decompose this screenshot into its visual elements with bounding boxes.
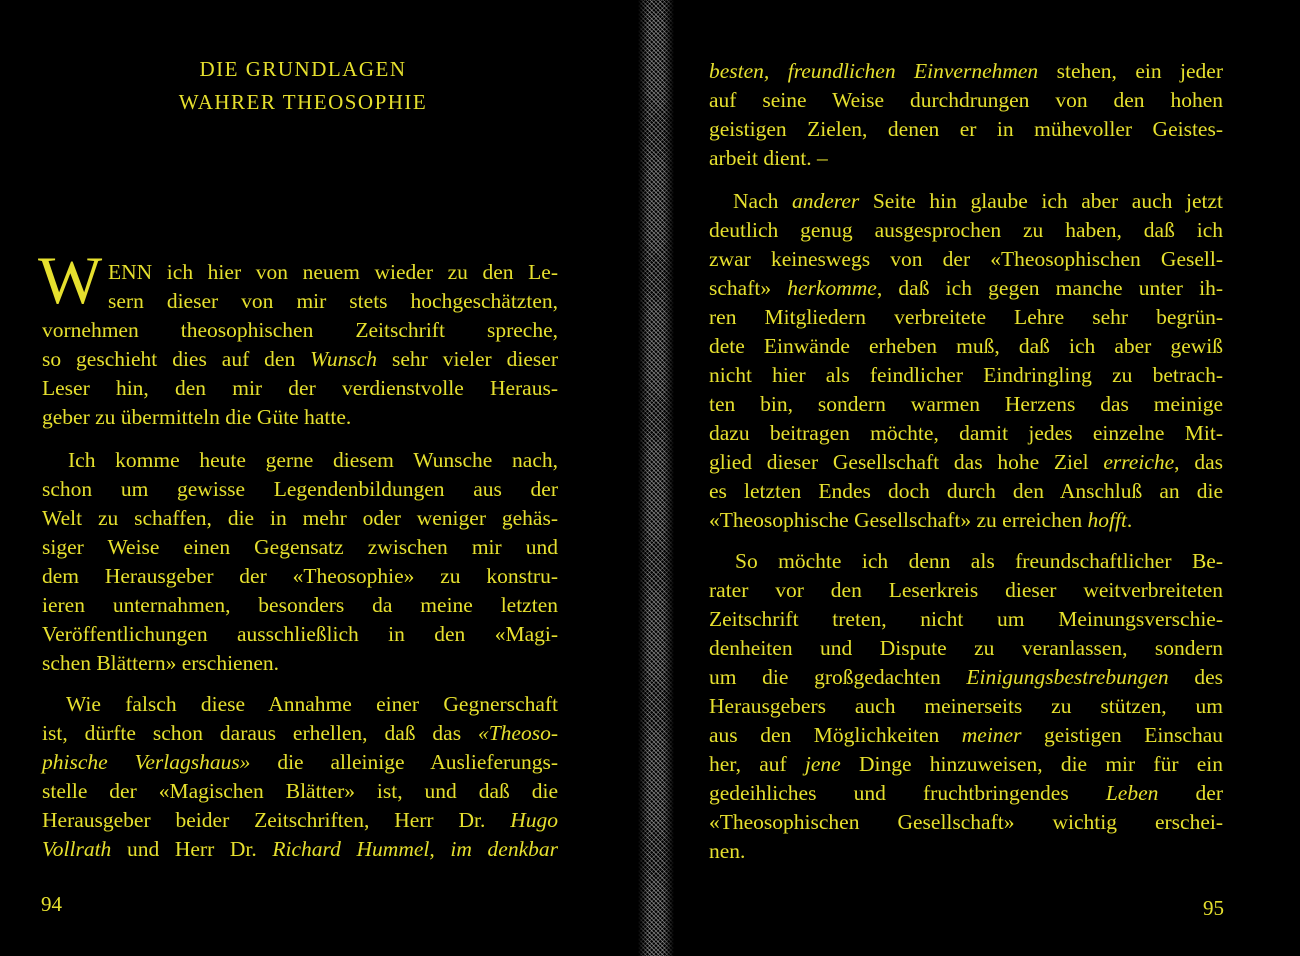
text-line xyxy=(709,86,1223,115)
text-line xyxy=(709,115,1223,144)
text-line xyxy=(42,533,558,562)
text-line xyxy=(66,690,558,719)
text-segment: des xyxy=(1168,665,1223,689)
italic-text: Einigungsbestrebungen xyxy=(966,665,1169,689)
text-segment: so geschieht dies auf den xyxy=(42,347,311,371)
text-segment: ten bin, sondern warmen Herzens das meinige xyxy=(709,392,1223,416)
text-segment: geistigen Einschau xyxy=(1021,723,1224,747)
text-segment: «Theosophische Gesellschaft» zu erreichen xyxy=(709,508,1088,532)
text-line xyxy=(709,506,1223,535)
text-line xyxy=(42,504,558,533)
text-segment: es letzten Endes doch durch den Anschluß an die xyxy=(709,479,1223,503)
italic-text: Wunsch xyxy=(310,347,378,371)
text-line xyxy=(709,216,1223,245)
text-segment: her, auf xyxy=(709,752,805,776)
text-segment: ist, dürfte schon daraus erhellen, daß das xyxy=(42,721,478,745)
text-segment: aus den Möglichkeiten xyxy=(709,723,962,747)
text-line xyxy=(709,361,1223,390)
text-line xyxy=(709,837,1223,866)
text-segment: «Theosophischen Gesellschaft» wichtig erschei- xyxy=(709,810,1223,834)
chapter-title-line-1: DIE GRUNDLAGEN xyxy=(199,57,407,81)
text-segment: ren Mitgliedern verbreitete Lehre sehr begrün- xyxy=(709,305,1223,329)
text-segment: arbeit dient. – xyxy=(709,146,828,170)
text-segment: ieren unternahmen, besonders da meine letzten xyxy=(42,593,558,617)
text-line xyxy=(42,475,558,504)
text-segment: deutlich genug ausgesprochen zu haben, daß ich xyxy=(709,218,1223,242)
text-line xyxy=(709,390,1223,419)
text-segment: auf seine Weise durchdrungen von den hohen xyxy=(709,88,1223,112)
text-line xyxy=(709,57,1223,86)
text-segment: geber zu übermitteln die Güte hatte. xyxy=(42,405,352,429)
chapter-title-line-2: WAHRER THEOSOPHIE xyxy=(178,90,428,114)
text-segment: glied dieser Gesellschaft das hohe Ziel xyxy=(709,450,1104,474)
text-line xyxy=(42,591,558,620)
page-number-right: 95 xyxy=(1203,896,1224,920)
text-line xyxy=(42,345,558,374)
text-segment: , daß ich gegen manche unter ih- xyxy=(876,276,1223,300)
text-segment: geistigen Zielen, denen er in mühevoller Geistes- xyxy=(709,117,1223,141)
text-segment: Dinge hinzuweisen, die mir für ein xyxy=(840,752,1223,776)
text-segment: Nach xyxy=(733,189,792,213)
italic-text: phische Verlagshaus» xyxy=(42,750,251,774)
text-segment: vornehmen theosophischen Zeitschrift spreche, xyxy=(42,318,558,342)
text-line xyxy=(709,419,1223,448)
italic-text: Hugo xyxy=(510,808,558,832)
text-segment: nen. xyxy=(709,839,746,863)
text-line xyxy=(42,835,558,864)
text-line xyxy=(709,274,1223,303)
text-segment: sern dieser von mir stets hochgeschätzten, xyxy=(108,289,558,313)
text-line xyxy=(733,187,1223,216)
text-line xyxy=(709,144,1223,173)
text-line xyxy=(709,605,1223,634)
text-segment: sehr vieler dieser xyxy=(377,347,558,371)
text-segment: , das xyxy=(1174,450,1223,474)
text-segment: Herausgeber beider Zeitschriften, Herr Dr. xyxy=(42,808,511,832)
text-segment: dete Einwände erheben muß, daß ich aber gewiß xyxy=(709,334,1223,358)
text-line xyxy=(709,808,1223,837)
drop-cap: W xyxy=(38,242,103,318)
text-segment: zwar keineswegs von der «Theosophischen Gesell- xyxy=(709,247,1223,271)
text-segment: Seite hin glaube ich aber auch jetzt xyxy=(859,189,1223,213)
text-line xyxy=(709,448,1223,477)
italic-text: jene xyxy=(804,752,841,776)
text-line xyxy=(42,374,558,403)
text-segment: dem Herausgeber der «Theosophie» zu konstru- xyxy=(42,564,558,588)
text-segment: schen Blättern» erschienen. xyxy=(42,651,280,675)
text-segment: So möchte ich denn als freundschaftlicher Be- xyxy=(735,549,1223,573)
italic-text: erreiche xyxy=(1103,450,1175,474)
text-segment: denheiten und Dispute zu veranlassen, sondern xyxy=(709,636,1223,660)
italic-text: besten, freundlichen Einvernehmen xyxy=(709,59,1039,83)
text-segment: Herausgebers auch meinerseits zu stützen, um xyxy=(709,694,1223,718)
italic-text: Vollrath xyxy=(42,837,112,861)
text-segment: Ich komme heute gerne diesem Wunsche nach, xyxy=(68,448,558,472)
text-line xyxy=(42,562,558,591)
text-segment: stelle der «Magischen Blätter» ist, und daß die xyxy=(42,779,558,803)
text-segment: rater vor den Leserkreis dieser weitverbreiteten xyxy=(709,578,1223,602)
italic-text: Leben xyxy=(1105,781,1159,805)
text-line xyxy=(709,692,1223,721)
text-segment: der xyxy=(1158,781,1223,805)
text-line xyxy=(42,719,558,748)
text-segment: Welt zu schaffen, die in mehr oder weniger gehäs- xyxy=(42,506,558,530)
text-segment: siger Weise einen Gegensatz zwischen mir und xyxy=(42,535,558,559)
text-segment: und Herr Dr. xyxy=(111,837,273,861)
text-line xyxy=(709,750,1223,779)
text-line xyxy=(709,332,1223,361)
text-line xyxy=(42,403,558,432)
text-line xyxy=(42,649,558,678)
text-line xyxy=(42,806,558,835)
text-line xyxy=(735,547,1223,576)
text-line xyxy=(709,779,1223,808)
text-line xyxy=(709,303,1223,332)
text-segment: dazu beitragen möchte, damit jedes einzelne Mit- xyxy=(709,421,1223,445)
italic-text: Richard Hummel, im denkbar xyxy=(272,837,558,861)
text-line xyxy=(68,446,558,475)
text-line xyxy=(709,576,1223,605)
text-segment: Wie falsch diese Annahme einer Gegnerschaft xyxy=(66,692,558,716)
text-segment: Leser hin, den mir der verdienstvolle Heraus- xyxy=(42,376,558,400)
italic-text: anderer xyxy=(791,189,860,213)
text-segment: um die großgedachten xyxy=(709,665,967,689)
text-segment: nicht hier als feindlicher Eindringling zu betrach- xyxy=(709,363,1223,387)
italic-text: herkomme xyxy=(787,276,877,300)
page-number-left: 94 xyxy=(41,892,62,916)
text-line xyxy=(42,777,558,806)
book-gutter xyxy=(638,0,674,956)
italic-text: «Theoso- xyxy=(477,721,558,745)
italic-text: hofft xyxy=(1087,508,1127,532)
text-segment: gedeihliches und fruchtbringendes xyxy=(709,781,1106,805)
text-segment: schaft» xyxy=(709,276,788,300)
text-segment: schon um gewisse Legendenbildungen aus der xyxy=(42,477,558,501)
text-line xyxy=(108,258,558,287)
italic-text: meiner xyxy=(961,723,1022,747)
text-line xyxy=(709,663,1223,692)
text-line xyxy=(709,245,1223,274)
text-segment: . xyxy=(1126,508,1133,532)
text-line xyxy=(108,287,558,316)
text-line xyxy=(42,316,558,345)
text-segment: Veröffentlichungen ausschließlich in den «Magi- xyxy=(42,622,558,646)
text-line xyxy=(709,634,1223,663)
text-segment: Zeitschrift treten, nicht um Meinungsverschie- xyxy=(709,607,1223,631)
text-segment: die alleinige Auslieferungs- xyxy=(250,750,558,774)
text-line xyxy=(42,748,558,777)
text-segment: stehen, ein jeder xyxy=(1038,59,1223,83)
text-line xyxy=(709,721,1223,750)
text-segment: ENN ich hier von neuem wieder zu den Le- xyxy=(108,260,558,284)
text-line xyxy=(42,620,558,649)
text-line xyxy=(709,477,1223,506)
